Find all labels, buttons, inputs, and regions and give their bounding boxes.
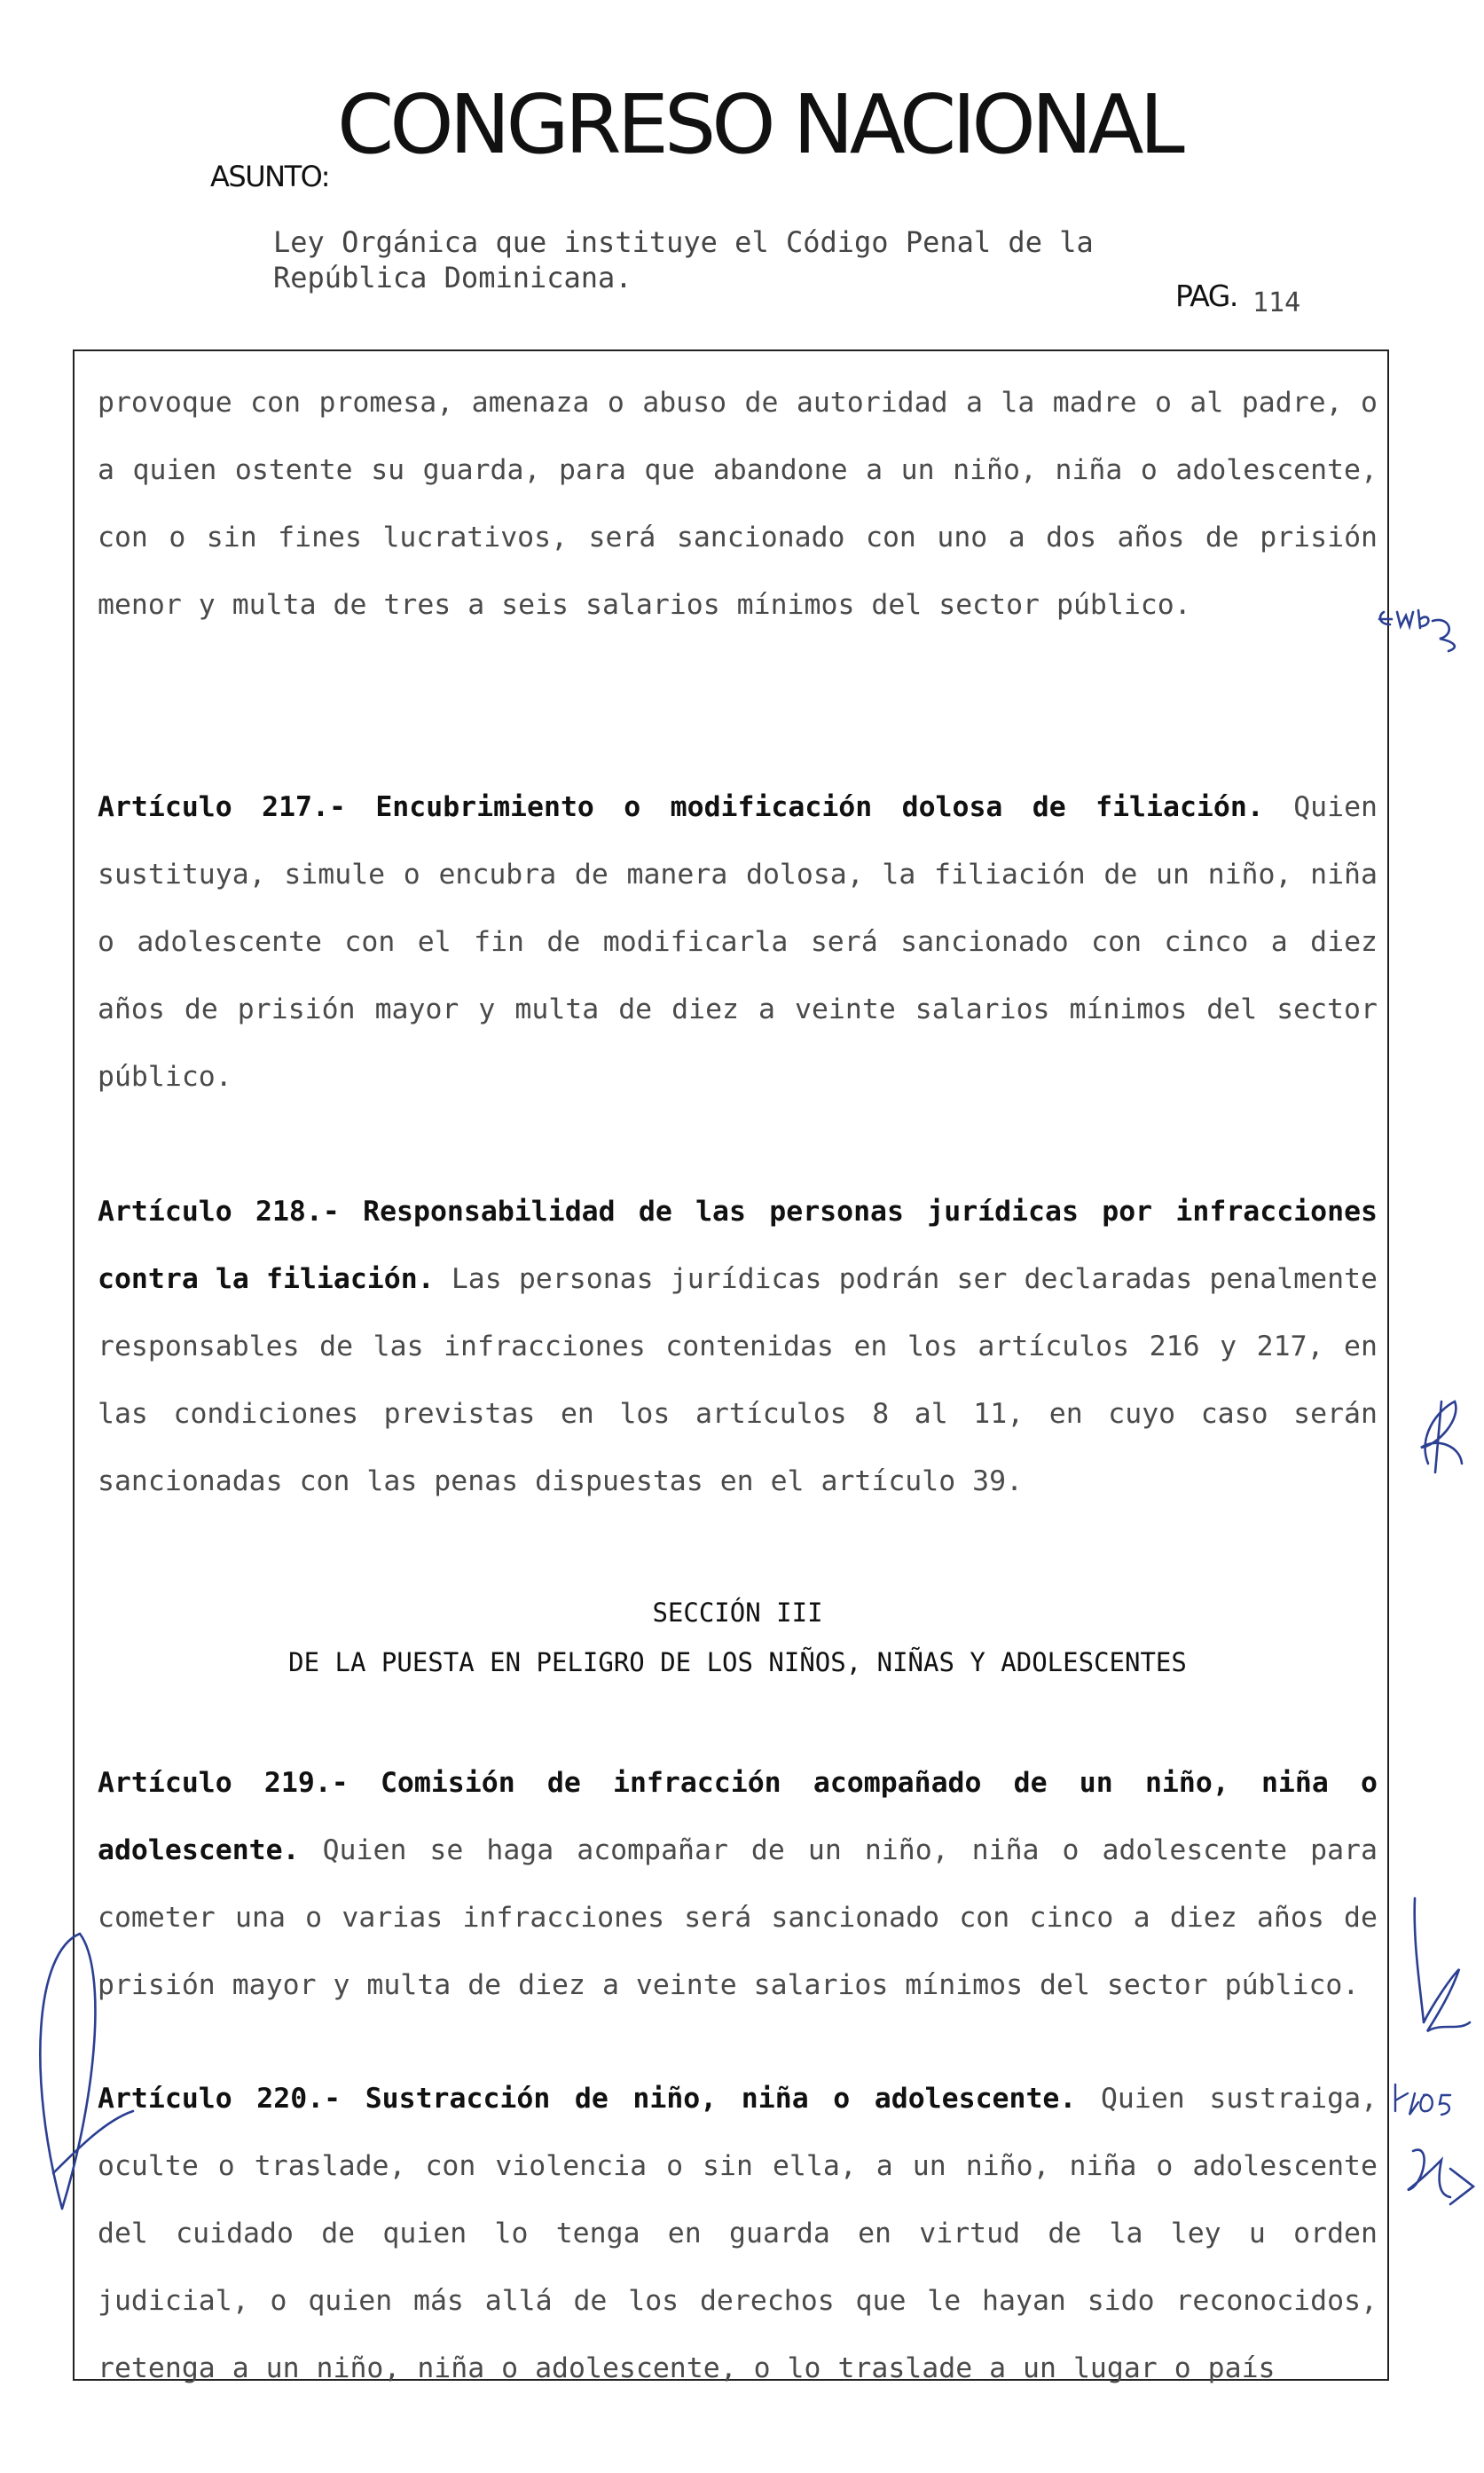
article-219 (98, 1749, 1378, 2019)
handwritten-signature-2 (1397, 1889, 1477, 2049)
article-217 (98, 773, 1378, 1111)
document-subject (273, 224, 1249, 295)
section-number: SECCIÓN III (652, 1598, 823, 1628)
margin-bracket-mark (0, 1916, 160, 2218)
article-218-title: Artículo 218.- Responsabilidad de las personas jurídicas por infracciones contra la filiación. (98, 1196, 1378, 1295)
article-220-title: Artículo 220.- Sustracción de niño, niña o adolescente. (98, 2083, 1077, 2115)
article-217-title: Artículo 217.- Encubrimiento o modificación dolosa de filiación. (98, 791, 1264, 823)
page-number: 114 (1252, 287, 1301, 318)
subject-line-2: República Dominicana. (273, 261, 632, 294)
subject-line-1: Ley Orgánica que instituye el Código Penal de la (273, 225, 1094, 259)
paragraph-text: provoque con promesa, amenaza o abuso de autoridad a la madre o al padre, o a quien ostente su guarda, para que abandone a un niño, niña o adolescente, con o sin fines lucrativos, será sancionado con uno a dos años de prisión menor y multa de tres a seis salarios mínimos del sector público. (98, 387, 1378, 621)
article-218 (98, 1178, 1378, 1515)
article-220-text: Quien sustraiga, oculte o traslade, con violencia o sin ella, a un niño, niña o adolescente del cuidado de quien lo tenga en guarda en virtud de la ley u orden judicial, o quien más allá de los derechos que le hayan sido reconocidos, retenga a un niño, niña o adolescente, o lo traslade a un lugar o país (98, 2083, 1378, 2384)
handwritten-initials-emb (1370, 585, 1468, 656)
handwritten-note-405 (1388, 2076, 1472, 2129)
article-220 (98, 2065, 1378, 2402)
article-219-title: Artículo 219.- Comisión de infracción acompañado de un niño, niña o adolescente. (98, 1767, 1378, 1866)
article-217-text: Quien sustituya, simule o encubra de manera dolosa, la filiación de un niño, niña o adolescente con el fin de modificarla será sancionado con cinco a diez años de prisión mayor y multa de diez a veinte salarios mínimos del sector público. (98, 791, 1378, 1093)
institution-title: CONGRESO NACIONAL (337, 77, 1181, 172)
article-218-text: Las personas jurídicas podrán ser declaradas penalmente responsables de las infracciones contenidas en los artículos 216 y 217, en las condiciones previstas en los artículos 8 al 11, en cuyo caso serán sancionadas con las penas dispuestas en el artículo 39. (98, 1263, 1378, 1497)
handwritten-initials-3 (1397, 2133, 1481, 2213)
paragraph-continuation (98, 369, 1378, 639)
article-219-text: Quien se haga acompañar de un niño, niña o adolescente para cometer una o varias infracciones será sancionado con cinco a diez años de prisión mayor y multa de diez a veinte salarios mínimos del sector público. (98, 1834, 1378, 2001)
asunto-label: ASUNTO: (210, 160, 330, 193)
handwritten-initials-1 (1410, 1384, 1472, 1481)
page-label: PAG. (1175, 279, 1237, 313)
section-title: DE LA PUESTA EN PELIGRO DE LOS NIÑOS, NIÑAS Y ADOLESCENTES (288, 1647, 1187, 1677)
